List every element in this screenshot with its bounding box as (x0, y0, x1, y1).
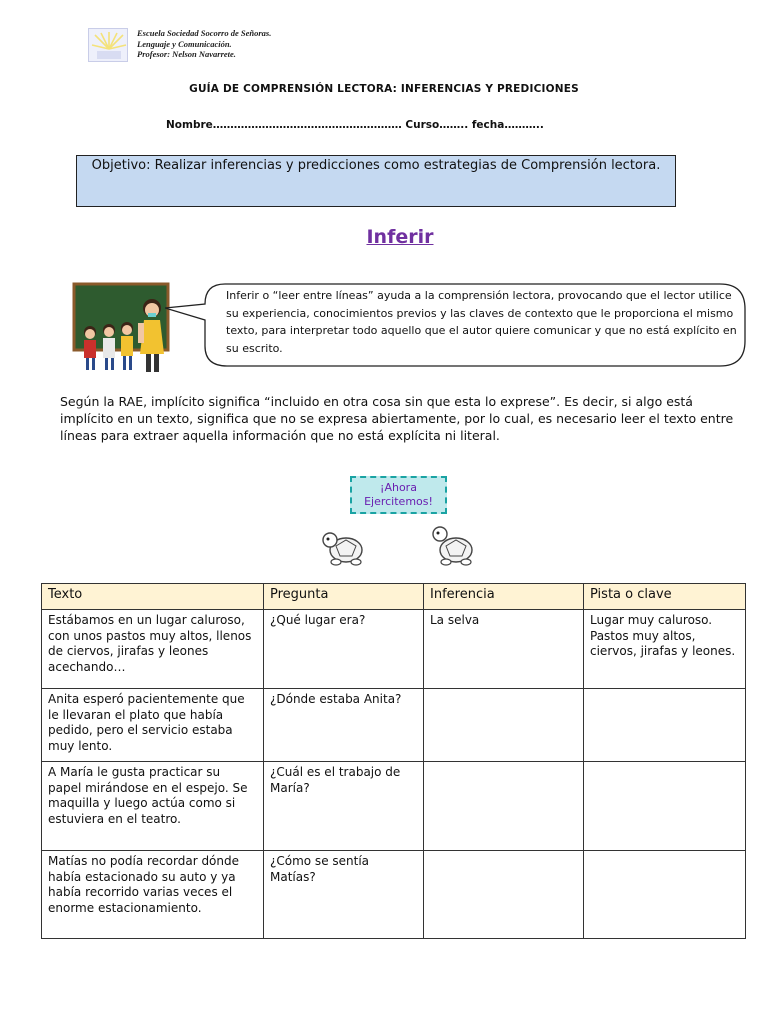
school-logo-icon (88, 28, 128, 62)
column-header-pista: Pista o clave (584, 584, 746, 610)
cell-pista[interactable]: Lugar muy caluroso. Pastos muy altos, ciervos, jirafas y leones. (584, 610, 746, 689)
table-row (42, 689, 746, 762)
column-header-pregunta: Pregunta (264, 584, 424, 610)
cell-pregunta: ¿Cuál es el trabajo de María? (264, 762, 424, 851)
school-name: Escuela Sociedad Socorro de Señoras. (137, 28, 272, 38)
cell-pregunta: ¿Cómo se sentía Matías? (264, 851, 424, 939)
table-row (42, 851, 746, 939)
page-title: GUÍA DE COMPRENSIÓN LECTORA: INFERENCIAS Y PREDICIONES (189, 83, 579, 95)
rae-paragraph: Según la RAE, implícito significa “incluido en otra cosa sin que esta lo exprese”. Es decir, si algo está implícito en un texto, significa que no se expresa abiertamente, por lo cual, es necesario leer el texto entre líneas para extraer aquella información que no está explícita ni literal. (60, 394, 734, 443)
cell-pista[interactable] (584, 851, 746, 939)
cell-inferencia[interactable] (424, 851, 584, 939)
turtle-icon (426, 520, 486, 566)
classroom-illustration (64, 268, 174, 378)
cell-pregunta: ¿Qué lugar era? (264, 610, 424, 689)
column-header-texto: Texto (42, 584, 264, 610)
table-row (42, 762, 746, 851)
cell-pregunta: ¿Dónde estaba Anita? (264, 689, 424, 762)
school-info (137, 28, 271, 60)
student-info-line: Nombre……………………………………………… Curso…….. fecha……….. (166, 119, 544, 131)
cell-texto: Matías no podía recordar dónde había estacionado su auto y ya había recorrido varias veces el enorme estacionamiento. (42, 851, 264, 939)
exercise-sticker: ¡Ahora Ejercitemos! (350, 476, 447, 514)
cell-inferencia[interactable]: La selva (424, 610, 584, 689)
table-row (42, 610, 746, 689)
cell-pista[interactable] (584, 762, 746, 851)
teacher-name: Profesor: Nelson Navarrete. (137, 49, 236, 59)
cell-texto: Anita esperó pacientemente que le llevaran el plato que había pedido, pero el servicio estaba muy lento. (42, 689, 264, 762)
cell-inferencia[interactable] (424, 689, 584, 762)
subject-name: Lenguaje y Comunicación. (137, 38, 232, 49)
cell-texto: A María le gusta practicar su papel mirándose en el espejo. Se maquilla y luego actúa como si estuviera en el teatro. (42, 762, 264, 851)
cell-texto: Estábamos en un lugar caluroso, con unos pastos muy altos, llenos de ciervos, jirafas y leones acechando… (42, 610, 264, 689)
inferir-definition: Inferir o “leer entre líneas” ayuda a la comprensión lectora, provocando que el lector utilice su experiencia, conocimientos previos y las claves de contexto que le proporciona el mismo texto, para interpretar todo aquello que el autor quiere comunicar y que no está explícito en su escrito. (226, 289, 737, 356)
inference-table (41, 583, 746, 939)
cell-pista[interactable] (584, 689, 746, 762)
turtle-icon (316, 520, 376, 566)
objective-box: Objetivo: Realizar inferencias y predicciones como estrategias de Comprensión lectora. (76, 155, 676, 207)
section-heading: Inferir (366, 226, 434, 248)
column-header-inferencia: Inferencia (424, 584, 584, 610)
cell-inferencia[interactable] (424, 762, 584, 851)
table-header-row (42, 584, 746, 610)
